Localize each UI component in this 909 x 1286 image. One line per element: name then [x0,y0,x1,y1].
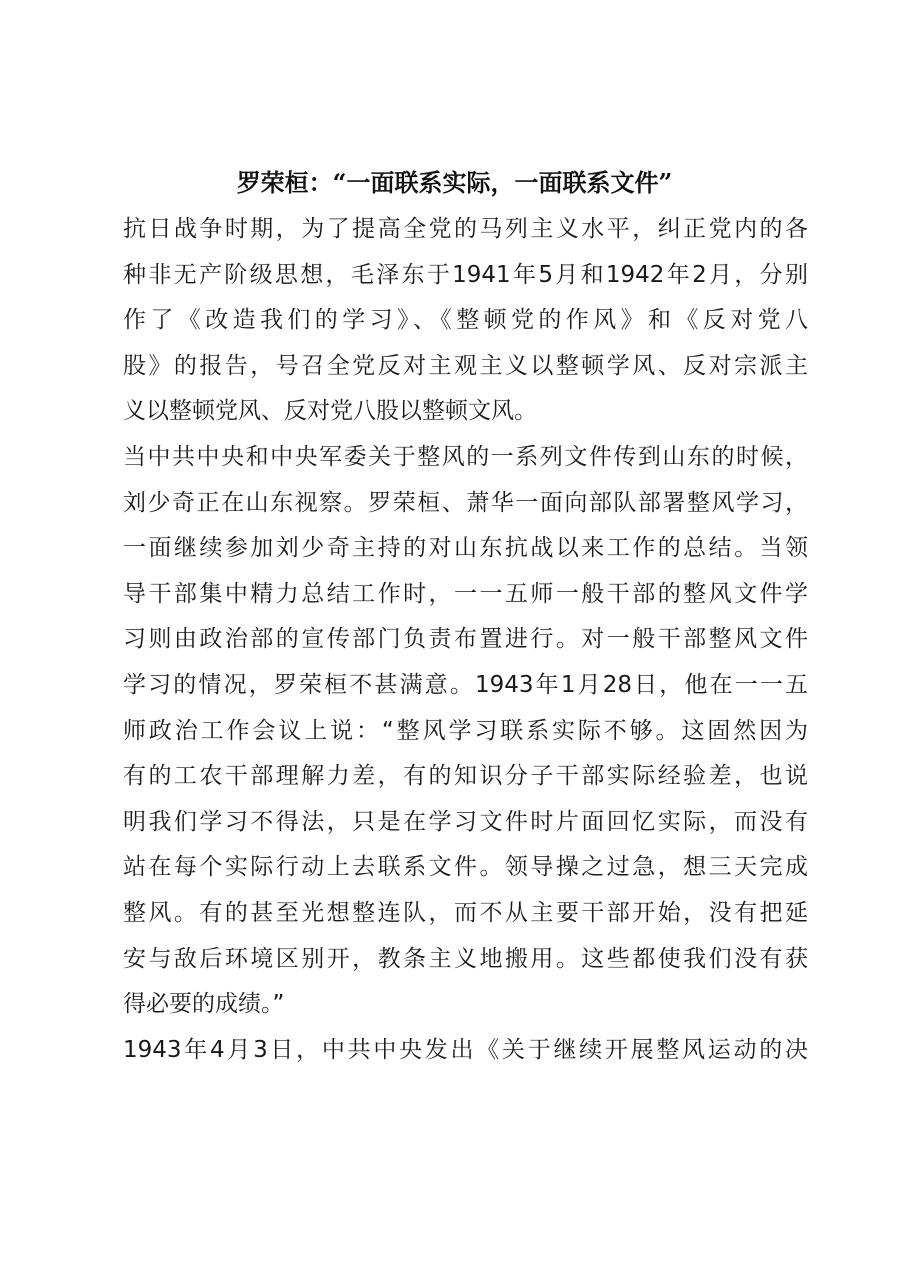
text-line: 义以整顿党风、反对党八股以整顿文风。 [123,398,537,425]
text-line: 有的工农干部理解力差，有的知识分子干部实际经验差，也说 [123,763,808,790]
paragraph-1 [123,212,808,440]
text-line: 得必要的成绩。” [123,991,285,1018]
text-line: 种非无产阶级思想，毛泽东于1941年5月和1942年2月，分别 [123,261,808,288]
text-line: 当中共中央和中央军委关于整风的一系列文件传到山东的时候， [123,443,808,470]
text-line: 作了《改造我们的学习》、《整顿党的作风》和《反对党八 [123,307,808,334]
text-line: 学习的情况，罗荣桓不甚满意。1943年1月28日，他在一一五 [123,671,808,698]
document-body [123,212,808,1078]
text-line: 习则由政治部的宣传部门负责布置进行。对一般干部整风文件 [123,626,808,653]
text-line: 抗日战争时期，为了提高全党的马列主义水平，纠正党内的各 [123,216,808,242]
text-line: 刘少奇正在山东视察。罗荣桓、萧华一面向部队部署整风学习， [123,489,808,516]
text-line: 整风。有的甚至光想整连队，而不从主要干部开始，没有把延 [123,899,808,926]
text-line: 师政治工作会议上说：“整风学习联系实际不够。这固然因为 [123,717,808,744]
text-line: 一面继续参加刘少奇主持的对山东抗战以来工作的总结。当领 [123,535,808,562]
text-line: 安与敌后环境区别开，教条主义地搬用。这些都使我们没有获 [123,945,808,972]
text-line: 股》的报告，号召全党反对主观主义以整顿学风、反对宗派主 [123,352,808,379]
text-line: 明我们学习不得法，只是在学习文件时片面回忆实际，而没有 [123,808,808,835]
paragraph-3 [123,1033,808,1079]
text-line: 导干部集中精力总结工作时，一一五师一般干部的整风文件学 [123,580,808,607]
text-line: 站在每个实际行动上去联系文件。领导操之过急，想三天完成 [123,854,808,881]
text-line: 1943年4月3日，中共中央发出《关于继续开展整风运动的决 [123,1036,808,1063]
document-title: 罗荣桓：“一面联系实际，一面联系文件” [236,168,673,197]
paragraph-2 [123,440,808,1033]
